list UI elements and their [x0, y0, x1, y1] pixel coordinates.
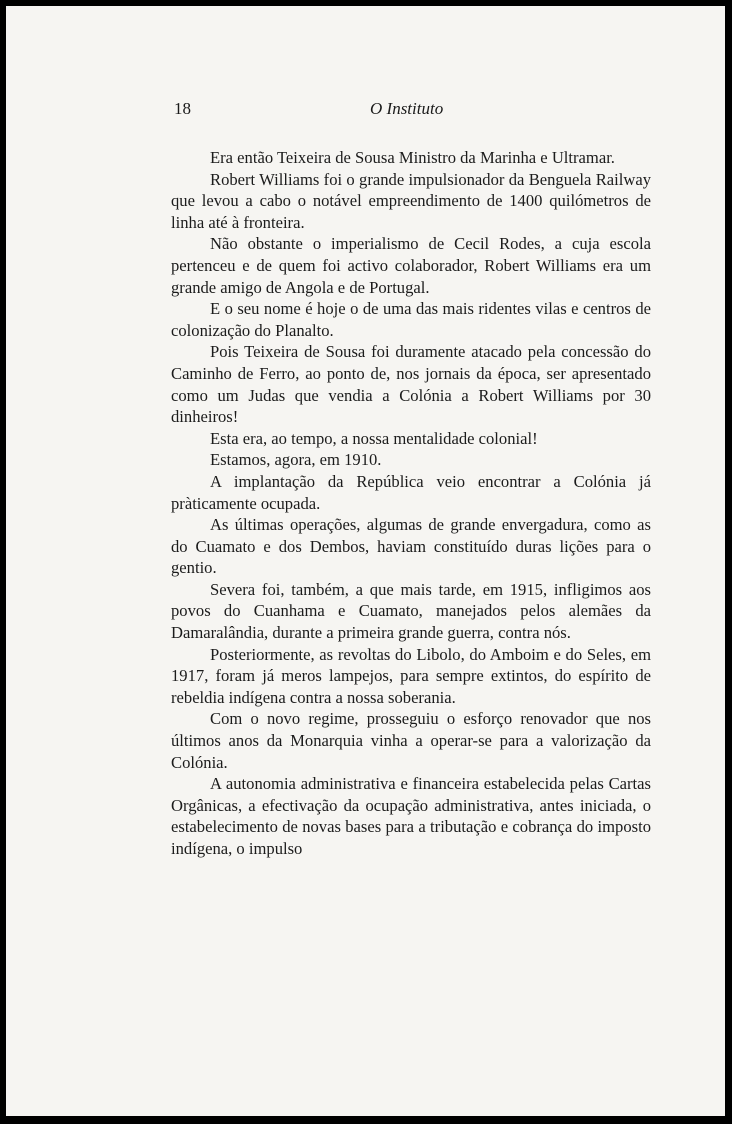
- paragraph: A implantação da República veio encontrar a Colónia já pràticamente ocupada.: [171, 471, 651, 513]
- paragraph: Posteriormente, as revoltas do Libolo, do Amboim e do Seles, em 1917, foram já meros lampejos, para sempre extintos, do espírito de rebeldia indígena contra a nossa soberania.: [171, 644, 651, 707]
- running-title: O Instituto: [370, 99, 444, 118]
- paragraph: Severa foi, também, a que mais tarde, em 1915, infligimos aos povos do Cuanhama e Cuamato, manejados pelos alemães da Damaralândia, durante a primeira grande guerra, contra nós.: [171, 579, 651, 643]
- paragraph: Era então Teixeira de Sousa Ministro da Marinha e Ultramar.: [210, 148, 615, 167]
- page-number: 18: [174, 99, 191, 118]
- paragraph: Pois Teixeira de Sousa foi duramente atacado pela concessão do Caminho de Ferro, ao ponto de, nos jornais da época, ser apresentado como um Judas que vendia a Colónia a Robert Williams por 30 dinheiros!: [171, 342, 651, 427]
- book-page: [6, 6, 725, 1116]
- paragraph: Estamos, agora, em 1910.: [210, 450, 382, 470]
- paragraph: Robert Williams foi o grande impulsionador da Benguela Railway que levou a cabo o notável empreendimento de 1400 quilómetros de linha até à fronteira.: [171, 169, 651, 232]
- page-header: [172, 99, 652, 119]
- paragraph: Esta era, ao tempo, a nossa mentalidade colonial!: [210, 428, 538, 448]
- body-text: [171, 147, 651, 860]
- paragraph: E o seu nome é hoje o de uma das mais ridentes vilas e centros de colonização do Planalto.: [171, 299, 651, 340]
- paragraph: A autonomia administrativa e financeira estabelecida pelas Cartas Orgânicas, a efectivação da ocupação administrativa, antes iniciada, o estabelecimento de novas bases para a tributação e cobrança do imposto indígena, o impulso: [171, 774, 651, 858]
- paragraph: Com o novo regime, prosseguiu o esforço renovador que nos últimos anos da Monarquia vinha a operar-se para a valorização da Colónia.: [171, 709, 651, 772]
- paragraph: As últimas operações, algumas de grande envergadura, como as do Cuamato e dos Dembos, haviam constituído duras lições para o gentio.: [171, 515, 651, 578]
- paragraph: Não obstante o imperialismo de Cecil Rodes, a cuja escola pertenceu e de quem foi activo colaborador, Robert Williams era um grande amigo de Angola e de Portugal.: [171, 234, 651, 297]
